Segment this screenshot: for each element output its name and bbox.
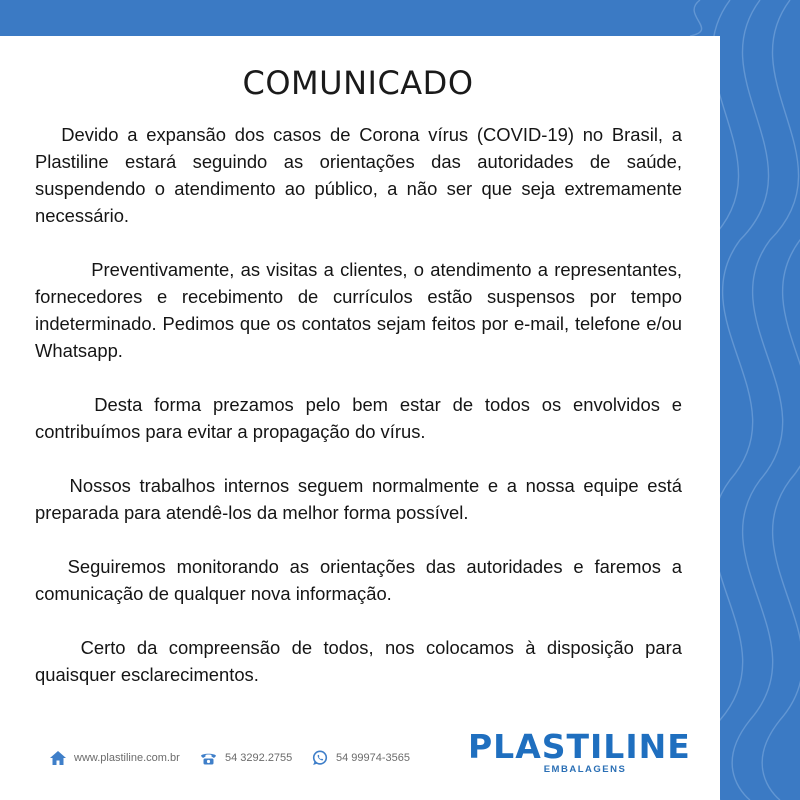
logo-tagline: EMBALAGENS	[543, 764, 627, 775]
paragraph-3: Desta forma prezamos pelo bem estar de todos os envolvidos e contribuímos para evitar a propagação do vírus.	[35, 394, 682, 442]
paragraph-5: Seguiremos monitorando as orientações das autoridades e faremos a comunicação de qualquer nova informação.	[35, 556, 682, 604]
website-contact[interactable]	[50, 748, 180, 768]
paragraph-1: Devido a expansão dos casos de Corona vírus (COVID-19) no Brasil, a Plastiline estará seguindo as orientações das autoridades de saúde, suspendendo o atendimento ao público, a não ser que seja extremamente necessário.	[35, 124, 682, 226]
page-title: COMUNICADO	[242, 64, 474, 102]
footer	[0, 727, 720, 784]
paragraph-6: Certo da compreensão de todos, nos colocamos à disposição para quaisquer esclarecimentos.	[35, 637, 682, 685]
home-icon	[50, 751, 66, 765]
whatsapp-icon	[312, 750, 328, 766]
phone-text: 54 3292.2755	[225, 752, 293, 764]
whatsapp-contact[interactable]	[312, 748, 410, 768]
phone-contact[interactable]	[200, 748, 292, 768]
logo-name: PLASTILINE	[468, 727, 691, 766]
plastiline-logo	[468, 727, 691, 776]
website-text: www.plastiline.com.br	[74, 752, 180, 764]
paragraph-2: Preventivamente, as visitas a clientes, o atendimento a representantes, fornecedores e recebimento de currículos estão suspensos por tempo indeterminado. Pedimos que os contatos sejam feitos por e-mail, telefone e/ou Whatsapp.	[35, 259, 682, 361]
paragraph-4: Nossos trabalhos internos seguem normalmente e a nossa equipe está preparada para atendê-los da melhor forma possível.	[35, 475, 682, 523]
notice-card	[0, 36, 720, 800]
phone-icon	[200, 752, 217, 765]
whatsapp-text: 54 99974-3565	[336, 752, 411, 764]
